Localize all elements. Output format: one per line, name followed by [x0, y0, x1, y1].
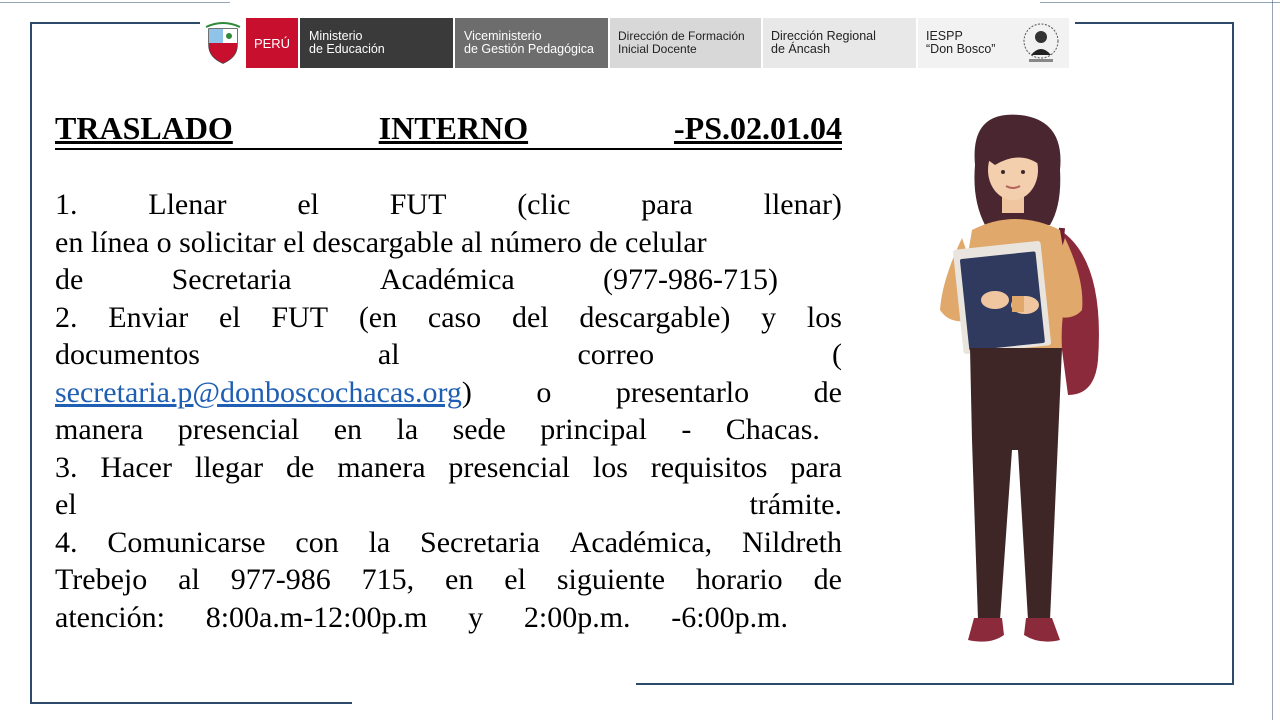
word: Secretaria — [171, 263, 292, 296]
page-title — [55, 108, 842, 150]
iespp-don-bosco-logo — [916, 18, 1069, 68]
minedu-line-2: de Educación — [309, 42, 385, 56]
title-code: -PS.02.01.04 — [673, 110, 842, 146]
text-line — [55, 374, 842, 412]
email-group — [55, 374, 472, 412]
frame-bottom-right — [636, 683, 1234, 685]
direccion-formacion-logo — [608, 18, 761, 68]
word: con — [295, 525, 339, 559]
text-line — [55, 524, 842, 562]
text-line — [55, 411, 842, 449]
word: horario — [696, 563, 783, 596]
word: sede — [452, 413, 506, 446]
word: en — [445, 563, 474, 596]
word: Secretaria — [420, 525, 540, 559]
word: (en — [358, 300, 398, 334]
word: documentos — [55, 338, 200, 371]
word: (clic — [517, 188, 571, 221]
peru-shield-icon — [200, 18, 246, 68]
word: manera — [55, 413, 144, 446]
word: Académica — [379, 263, 515, 296]
document-content — [55, 108, 842, 636]
word: Chacas. — [725, 413, 820, 446]
word: el — [297, 188, 319, 221]
word: - — [681, 413, 692, 446]
word: requisitos — [650, 450, 768, 484]
word: la — [368, 525, 391, 559]
word: para — [641, 188, 693, 221]
dir-line-2: Inicial Docente — [618, 42, 697, 56]
steps-text — [55, 186, 842, 636]
word: presencial — [177, 413, 300, 446]
word: FUT — [271, 300, 329, 334]
word: Enviar — [108, 300, 189, 334]
peru-label — [246, 18, 298, 68]
phone-number: (977-986-715) — [603, 263, 778, 296]
word: descargable) — [579, 300, 731, 334]
iespp-line-2: “Don Bosco” — [926, 42, 996, 56]
word: y — [761, 300, 777, 334]
word: Académica, — [569, 525, 713, 559]
word: el — [55, 488, 77, 521]
word: los — [592, 450, 628, 484]
word: principal — [540, 413, 647, 446]
word: siguiente — [556, 563, 666, 596]
word: 977-986 — [230, 563, 331, 596]
title-word-traslado: TRASLADO — [55, 110, 233, 146]
word: al — [178, 563, 200, 596]
word: atención: — [55, 600, 165, 634]
word: y — [468, 600, 484, 634]
word: de — [55, 263, 84, 296]
word: FUT — [389, 188, 447, 221]
word: de — [286, 450, 315, 484]
frame-outer-right — [1272, 0, 1273, 720]
word: al — [377, 338, 400, 371]
student-woman-illustration — [900, 110, 1130, 660]
direccion-regional-logo — [761, 18, 916, 68]
institution-logo-bar — [200, 18, 1069, 68]
text-line — [55, 561, 842, 599]
word: Nildreth — [742, 525, 842, 559]
word: manera — [337, 450, 426, 484]
word: ( — [831, 338, 842, 371]
text-line — [55, 336, 842, 374]
vice-line-1: Viceministerio — [464, 29, 542, 43]
word: 2. — [55, 300, 78, 334]
word: o — [536, 375, 552, 409]
frame-top-left — [30, 22, 205, 24]
word: 8:00a.m-12:00p.m — [205, 600, 428, 634]
word: el — [504, 563, 526, 596]
peru-text: PERÚ — [253, 35, 291, 51]
text-line — [55, 599, 842, 637]
word: caso — [427, 300, 482, 334]
don-bosco-crest-icon — [1019, 21, 1063, 65]
word: presentarlo — [615, 375, 750, 409]
word: 715, — [361, 563, 415, 596]
word: -6:00p.m. — [671, 600, 788, 634]
word: 3. — [55, 450, 78, 484]
word: Trebejo — [55, 563, 148, 596]
reg-line-1: Dirección Regional — [771, 29, 876, 43]
line-text: en línea o solicitar el descargable al número de celular — [55, 225, 707, 259]
frame-bottom-left — [30, 702, 352, 704]
word: Comunicarse — [107, 525, 266, 559]
email-link[interactable]: secretaria.p@donboscochacas.org — [55, 375, 462, 409]
word: Hacer — [100, 450, 172, 484]
dir-line-1: Dirección de Formación — [618, 29, 745, 43]
word: 4. — [55, 525, 78, 559]
word: 1. — [55, 188, 78, 221]
word: en — [333, 413, 363, 446]
title-word-interno: INTERNO — [378, 110, 529, 146]
word: ) — [461, 375, 472, 409]
reg-line-2: de Áncash — [771, 42, 831, 56]
viceministerio-logo — [453, 18, 608, 68]
word: llenar) — [763, 188, 842, 221]
word: el — [218, 300, 241, 334]
word: llegar — [194, 450, 264, 484]
text-line — [55, 299, 842, 337]
word: los — [806, 300, 842, 334]
word: del — [511, 300, 549, 334]
frame-top-right — [1075, 22, 1234, 24]
word: de — [813, 375, 842, 409]
word: la — [396, 413, 419, 446]
minedu-logo — [298, 18, 453, 68]
vice-line-2: de Gestión Pedagógica — [464, 42, 594, 56]
text-line — [55, 186, 842, 224]
frame-right — [1232, 22, 1234, 685]
word: 2:00p.m. — [523, 600, 631, 634]
word: para — [790, 450, 842, 484]
text-line — [55, 449, 842, 487]
text-line — [55, 486, 842, 524]
iespp-line-1: IESPP — [926, 29, 963, 43]
word: de — [813, 563, 842, 596]
frame-outer-top — [0, 2, 230, 3]
word: correo — [577, 338, 655, 371]
word: trámite. — [749, 488, 842, 521]
minedu-line-1: Ministerio — [309, 29, 363, 43]
word: Llenar — [148, 188, 227, 221]
frame-outer-top-right — [1040, 2, 1280, 3]
word: presencial — [448, 450, 570, 484]
text-line — [55, 261, 842, 299]
frame-left — [30, 22, 32, 704]
text-line — [55, 224, 842, 262]
